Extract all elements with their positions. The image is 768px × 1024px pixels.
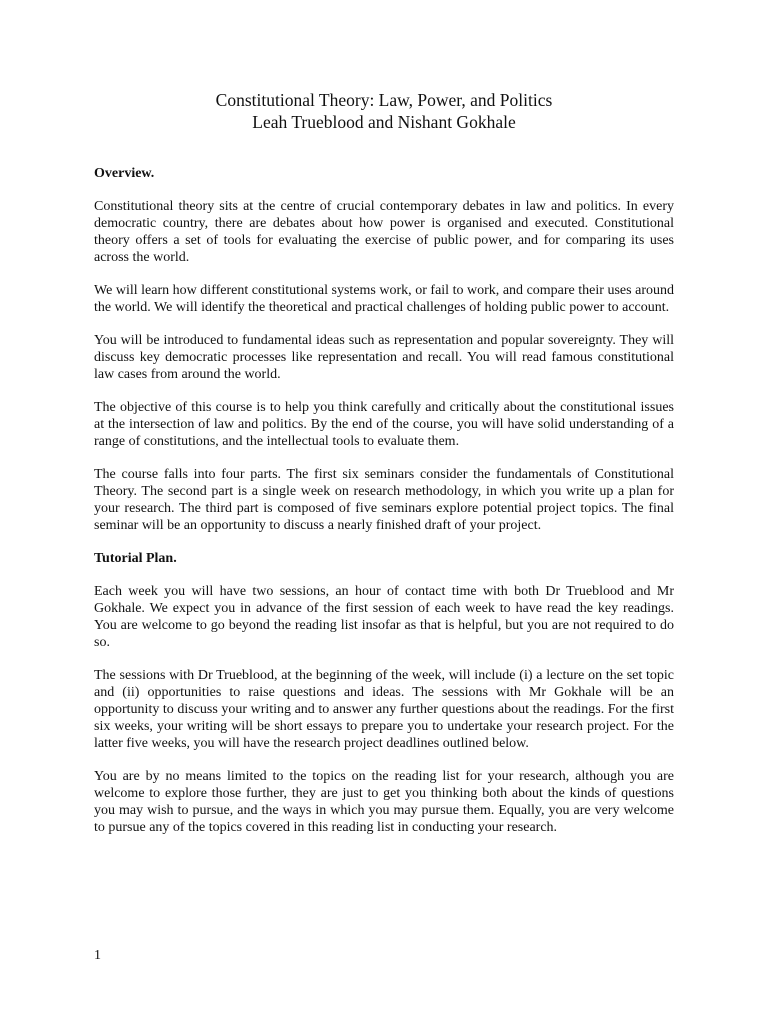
overview-paragraph: The objective of this course is to help you think carefully and critically about the constitutional issues at the intersection of law and politics. By the end of the course, you will have solid understanding of a range of constitutions, and the intellectual tools to evaluate them. — [94, 400, 674, 449]
overview-paragraph: You will be introduced to fundamental ideas such as representation and popular sovereignty. They will discuss key democratic processes like representation and recall. You will read famous constitutional law cases from around the world. — [94, 333, 674, 382]
tutorial-plan-heading: Tutorial Plan. — [94, 551, 177, 566]
document-authors: Leah Trueblood and Nishant Gokhale — [252, 112, 516, 132]
tutorial-plan-paragraph: The sessions with Dr Trueblood, at the beginning of the week, will include (i) a lecture on the set topic and (ii) opportunities to raise questions and ideas. The sessions with Mr Gokhale will be an opportunity to discuss your writing and to answer any further questions about the readings. For the first six weeks, your writing will be short essays to prepare you to undertake your research project. For the latter five weeks, you will have the research project deadlines outlined below. — [94, 668, 674, 751]
tutorial-plan-paragraph: You are by no means limited to the topics on the reading list for your research, although you are welcome to explore those further, they are just to get you thinking both about the kinds of questions you may wish to pursue, and the ways in which you may pursue them. Equally, you are very welcome to pursue any of the topics covered in this reading list in conducting your research. — [94, 769, 674, 835]
overview-paragraph: We will learn how different constitutional systems work, or fail to work, and compare their uses around the world. We will identify the theoretical and practical challenges of holding public power to account. — [94, 283, 674, 315]
tutorial-plan-paragraph: Each week you will have two sessions, an hour of contact time with both Dr Trueblood and Mr Gokhale. We expect you in advance of the first session of each week to have read the key readings. You are welcome to go beyond the reading list insofar as that is helpful, but you are not required to do so. — [94, 584, 674, 650]
document-title: Constitutional Theory: Law, Power, and Politics — [215, 90, 553, 110]
page-number: 1 — [94, 948, 101, 963]
overview-paragraph: Constitutional theory sits at the centre of crucial contemporary debates in law and politics. In every democratic country, there are debates about how power is organised and executed. Constitutional theory offers a set of tools for evaluating the exercise of public power, and for comparing its uses across the world. — [94, 199, 674, 265]
document-body — [94, 165, 674, 852]
overview-paragraph: The course falls into four parts. The first six seminars consider the fundamentals of Constitutional Theory. The second part is a single week on research methodology, in which you write up a plan for your research. The third part is composed of five seminars explore potential project topics. The final seminar will be an opportunity to discuss a nearly finished draft of your project. — [94, 467, 674, 533]
title-block — [0, 89, 768, 133]
overview-heading: Overview. — [94, 166, 155, 181]
